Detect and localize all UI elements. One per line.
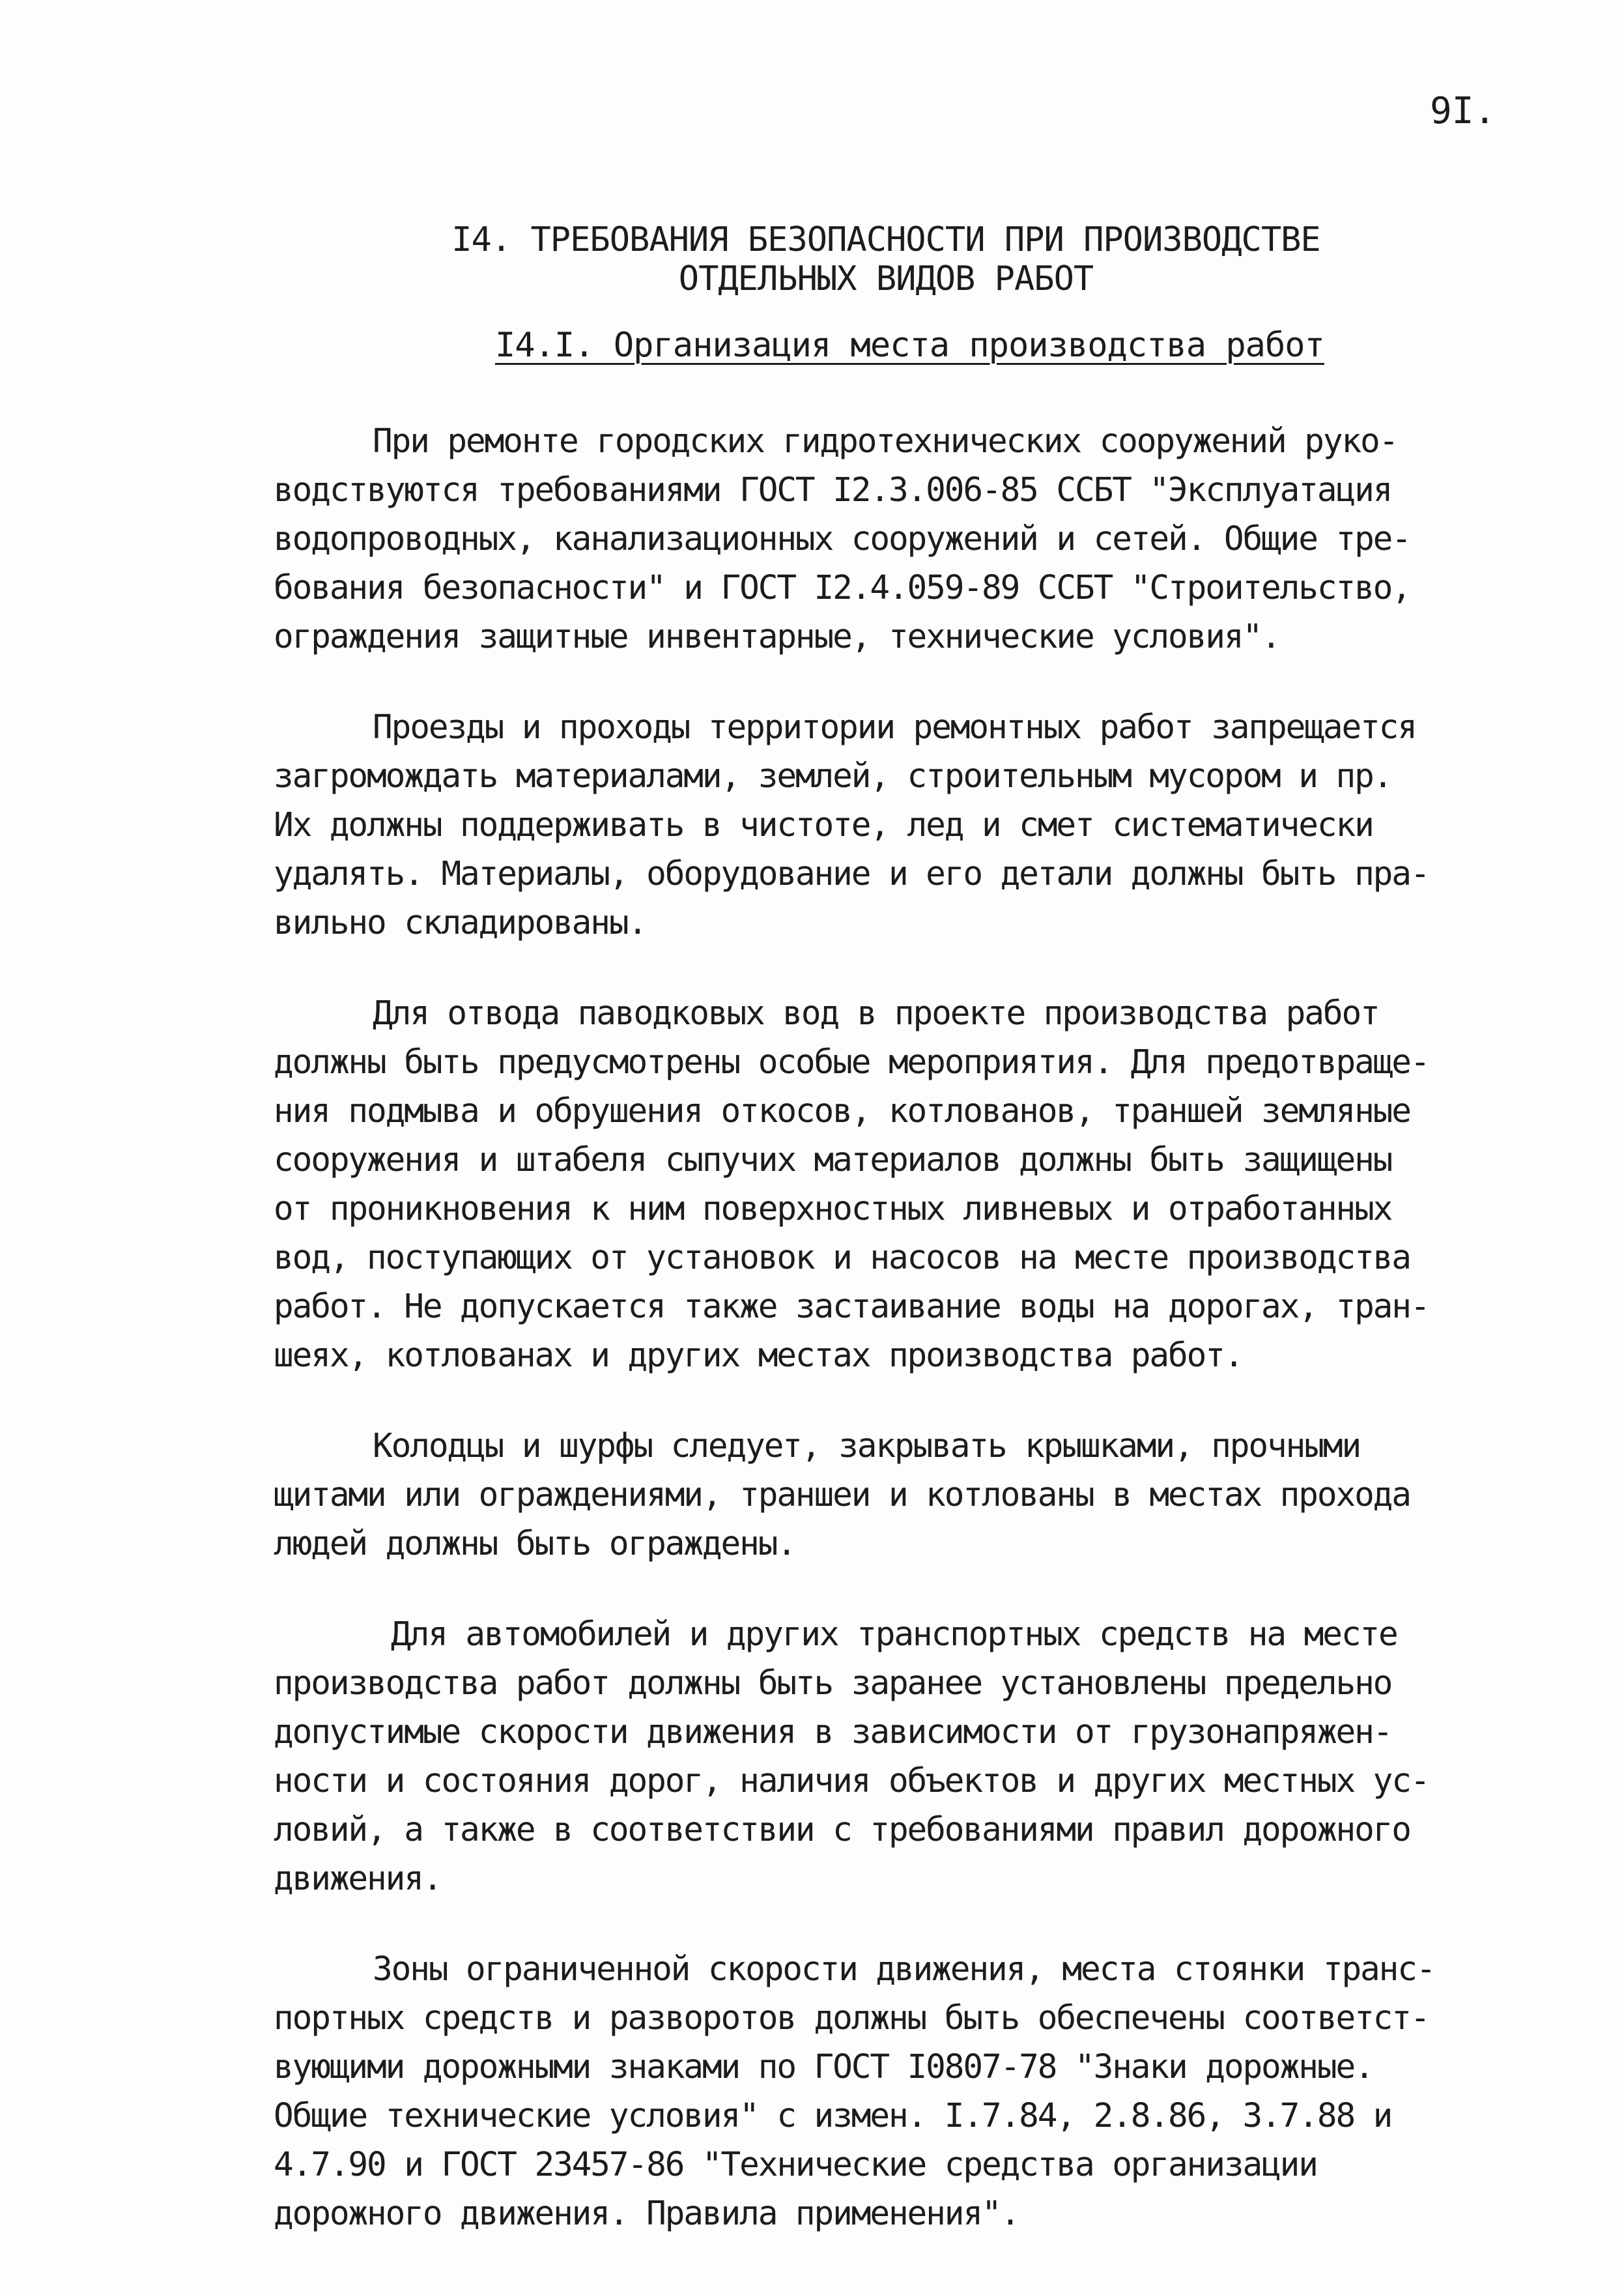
text-line: портных средств и разворотов должны быть обеспечены соответст- xyxy=(274,1999,1429,2038)
text-line: производства работ должны быть заранее установлены предельно xyxy=(274,1664,1392,1703)
text-line: ловий, а также в соответствии с требованиями правил дорожного xyxy=(274,1811,1410,1849)
text-line: Зоны ограниченной скорости движения, места стоянки транс- xyxy=(373,1950,1435,1989)
text-line: Проезды и проходы территории ремонтных работ запрещается xyxy=(373,708,1416,747)
paragraph xyxy=(274,1422,1537,1568)
text-line: Общие технические условия" с измен. I.7.84, 2.8.86, 3.7.88 и xyxy=(274,2097,1392,2135)
text-line: Их должны поддерживать в чистоте, лед и смет систематически xyxy=(274,806,1373,844)
text-line: людей должны быть ограждены. xyxy=(274,1525,795,1563)
text-line: движения. xyxy=(274,1860,442,1898)
text-line: от проникновения к ним поверхностных ливневых и отработанных xyxy=(274,1190,1392,1228)
text-line: вующими дорожными знаками по ГОСТ I0807-78 "Знаки дорожные. xyxy=(274,2048,1373,2086)
text-line: При ремонте городских гидротехнических сооружений руко- xyxy=(373,422,1398,461)
text-line: шеях, котлованах и других местах производства работ. xyxy=(274,1336,1243,1375)
page-number: 9I. xyxy=(1430,90,1496,132)
text-line: ния подмыва и обрушения откосов, котлованов, траншей земляные xyxy=(274,1092,1410,1131)
text-line: Для отвода паводковых вод в проекте производства работ xyxy=(373,994,1379,1033)
text-line: бования безопасности" и ГОСТ I2.4.059-89 ССБТ "Строительство, xyxy=(274,569,1410,607)
text-line: ности и состояния дорог, наличия объектов и других местных ус- xyxy=(274,1762,1429,1800)
paragraph xyxy=(274,1610,1537,1903)
text-line: работ. Не допускается также застаивание воды на дорогах, тран- xyxy=(274,1288,1429,1326)
text-line: вод, поступающих от установок и насосов на месте производства xyxy=(274,1239,1410,1277)
subsection-heading: I4.I. Организация места производства работ xyxy=(495,326,1324,365)
text-line: Для автомобилей и других транспортных средств на месте xyxy=(391,1615,1397,1654)
text-line: дорожного движения. Правила применения". xyxy=(274,2195,1019,2233)
text-line: удалять. Материалы, оборудование и его детали должны быть пра- xyxy=(274,855,1429,893)
section-heading-line-2: ОТДЕЛЬНЫХ ВИДОВ РАБОТ xyxy=(678,259,1094,298)
text-line: щитами или ограждениями, траншеи и котлованы в местах прохода xyxy=(274,1476,1410,1514)
text-line: водопроводных, канализационных сооружений и сетей. Общие тре- xyxy=(274,520,1410,558)
text-line: должны быть предусмотрены особые мероприятия. Для предотвраще- xyxy=(274,1043,1429,1082)
text-line: вильно складированы. xyxy=(274,904,647,942)
section-heading-line-1: I4. ТРЕБОВАНИЯ БЕЗОПАСНОСТИ ПРИ ПРОИЗВОДСТВЕ xyxy=(451,220,1320,259)
paragraph xyxy=(274,989,1537,1380)
text-line: ограждения защитные инвентарные, технические условия". xyxy=(274,618,1280,656)
text-line: сооружения и штабеля сыпучих материалов должны быть защищены xyxy=(274,1141,1392,1179)
text-line: водствуются требованиями ГОСТ I2.3.006-85 ССБТ "Эксплуатация xyxy=(274,471,1392,510)
paragraph xyxy=(274,1945,1537,2238)
text-line: Колодцы и шурфы следует, закрывать крышками, прочными xyxy=(373,1427,1361,1465)
body-text xyxy=(274,417,1537,2280)
text-line: загромождать материалами, землей, строительным мусором и пр. xyxy=(274,757,1392,796)
paragraph xyxy=(274,417,1537,661)
paragraph xyxy=(274,703,1537,947)
text-line: 4.7.90 и ГОСТ 23457-86 "Технические средства организации xyxy=(274,2146,1317,2184)
text-line: допустимые скорости движения в зависимости от грузонапряжен- xyxy=(274,1713,1392,1751)
